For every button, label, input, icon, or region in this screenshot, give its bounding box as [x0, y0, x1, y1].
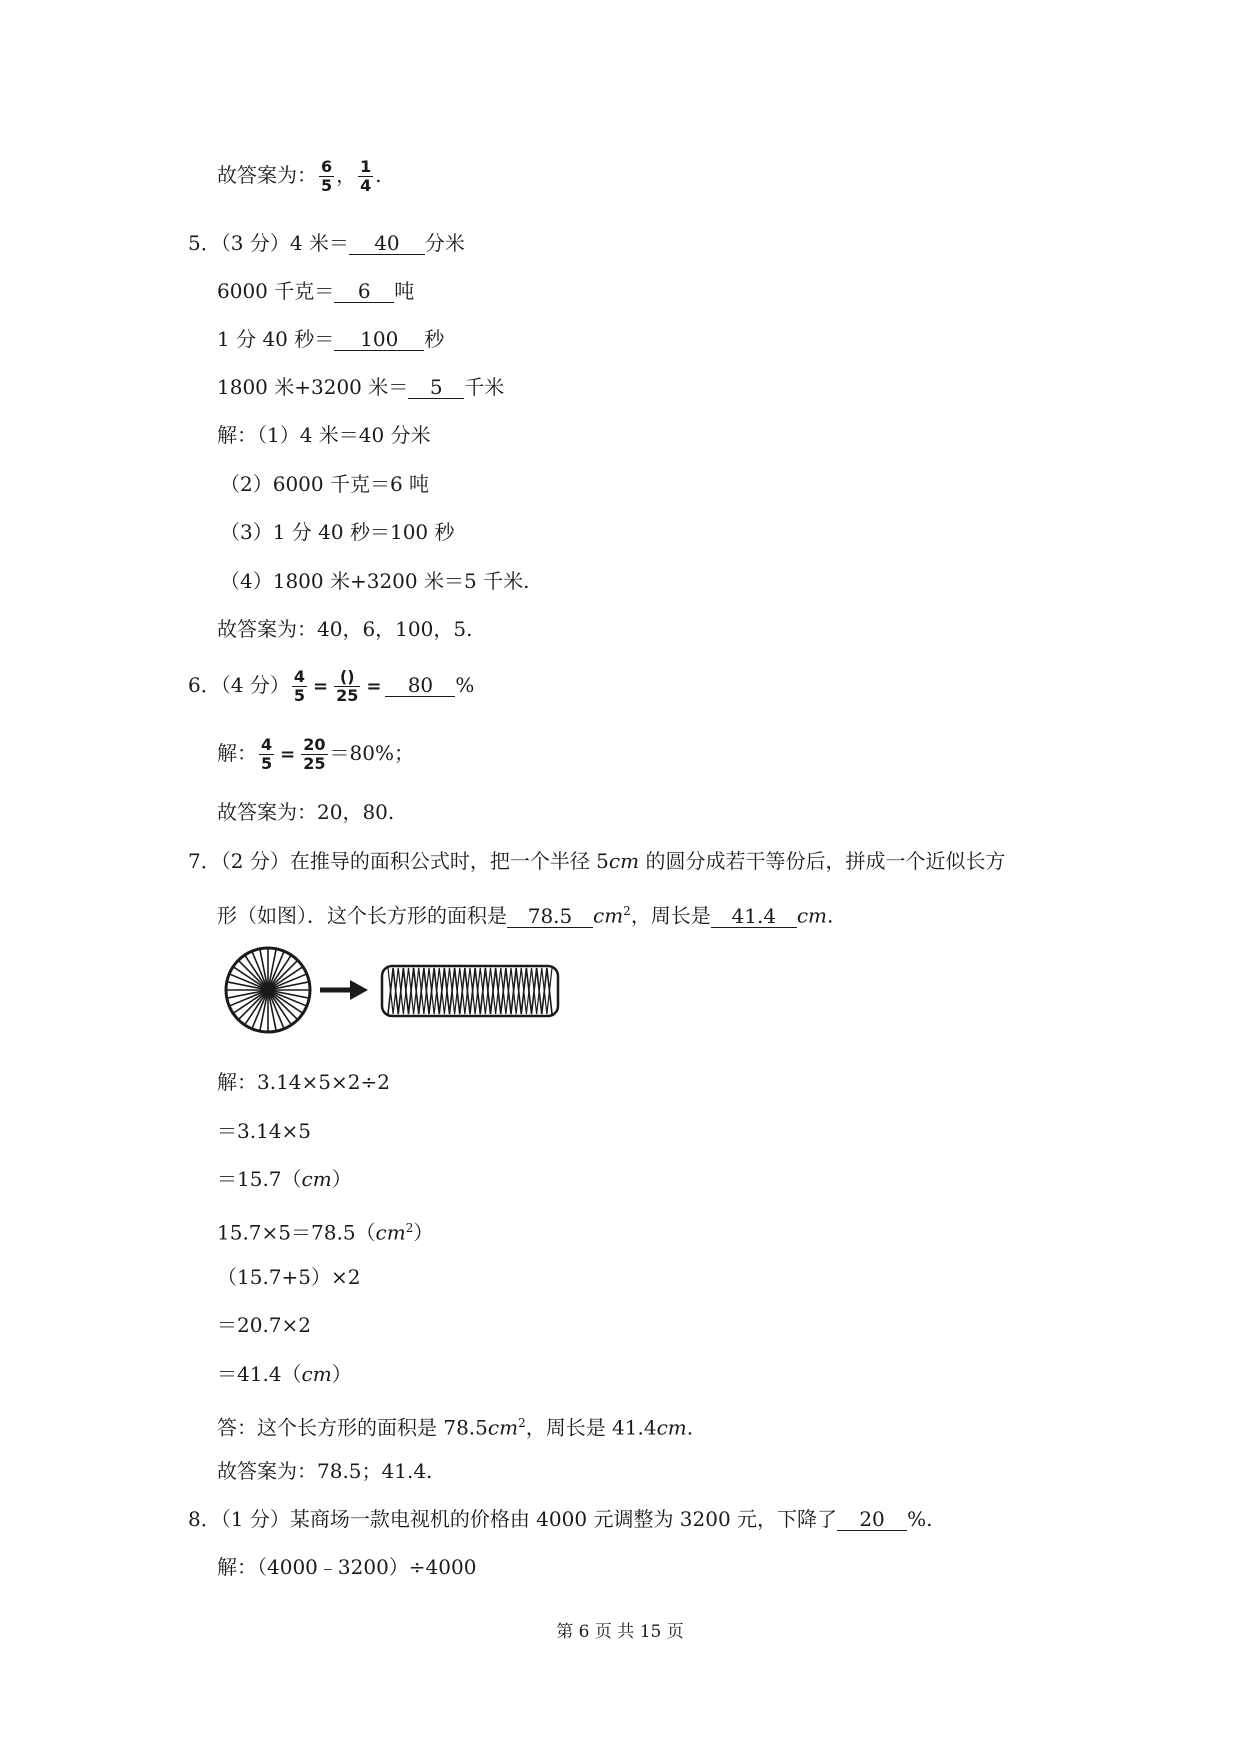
answer-blank: 100: [334, 328, 424, 351]
question-number: 6．: [188, 673, 221, 697]
q7-solution-3: ＝15.7（cm）: [217, 1167, 352, 1191]
answer-blank: 78.5: [507, 905, 593, 928]
page-footer: 第 6 页 共 15 页: [556, 1622, 684, 1642]
approximate-rectangle: [382, 966, 558, 1016]
equals-sign: =: [312, 675, 329, 697]
q6-solution: 解： $\frac{4}{5}$ = $\frac{20}{25}$ ＝80%；: [217, 735, 414, 773]
q7-solution-1: 解：3.14×5×2÷2: [217, 1070, 390, 1094]
arrow-icon: [320, 980, 368, 1000]
question-number: 5．: [188, 231, 221, 255]
q6-answer: 故答案为：20，80.: [217, 800, 395, 824]
question-number: 7．: [188, 849, 221, 873]
q7-text-1: 7．（2 分）在推导的面积公式时，把一个半径 5cm 的圆分成若干等份后，拼成一个近似长方: [188, 849, 1006, 873]
question-score: （2 分）: [220, 849, 290, 873]
fraction: $\frac{()}{25}$: [336, 667, 359, 705]
circle-center-dot: [263, 985, 273, 995]
q5-row-2: 6000 千克＝ 6 吨: [217, 279, 415, 303]
question-score: （4 分）: [220, 673, 290, 697]
answer-blank: 6: [334, 280, 394, 303]
prev-answer: [217, 158, 382, 195]
q7-text-2: 形（如图）．这个长方形的面积是 78.5 $cm^2$，周长是 41.4 cm.: [217, 903, 834, 928]
equals-sign: =: [280, 743, 296, 765]
question-score: （1 分）: [220, 1507, 290, 1531]
answer-blank: 5: [408, 376, 464, 399]
circle-to-rectangle-figure: [222, 940, 562, 1040]
q5-solution-2: （2）6000 千克＝6 吨: [220, 472, 430, 496]
answer-blank: 40: [349, 232, 425, 255]
fraction: $\frac{6}{5}$: [321, 157, 333, 195]
fraction: $\frac{4}{5}$: [293, 667, 305, 705]
fraction: $\frac{20}{25}$: [303, 735, 326, 773]
q5-row-1: 5．（3 分）4 米＝ 40 分米: [188, 231, 465, 255]
q5-row-4: 1800 米+3200 米＝ 5 千米: [217, 375, 505, 399]
answer-blank: 41.4: [711, 905, 797, 928]
question-number: 8．: [188, 1507, 221, 1531]
period: .: [375, 163, 382, 187]
q5-answer: 故答案为：40，6，100，5.: [217, 617, 473, 641]
q5-solution-1: 解：（1）4 米＝40 分米: [217, 423, 431, 447]
q5-solution-3: （3）1 分 40 秒＝100 秒: [220, 520, 455, 544]
q7-solution-6: ＝20.7×2: [217, 1313, 312, 1337]
q7-answer: 故答案为：78.5；41.4.: [217, 1459, 433, 1483]
q7-solution-4: $15.7\times 5=78.5(cm^2)$: [217, 1220, 434, 1245]
q7-solution-8: 答：这个长方形的面积是 $78.5cm^2$，周长是 41.4cm.: [217, 1415, 694, 1440]
q8-solution: 解：（4000﹣3200）÷4000: [217, 1555, 477, 1579]
answer-prefix: 故答案为：: [217, 163, 317, 187]
q5-row-3: 1 分 40 秒＝ 100 秒: [217, 327, 445, 351]
question-score: （3 分）: [220, 231, 290, 255]
answer-blank: 80: [385, 674, 455, 697]
q7-solution-2: ＝3.14×5: [217, 1119, 312, 1143]
q6-row: 6．（4 分） $\frac{4}{5}$ = $\frac{()}{25}$ = 80 %: [188, 667, 475, 705]
answer-blank: 20: [837, 1508, 907, 1531]
sectioned-circle: [226, 948, 310, 1032]
fraction: $\frac{4}{5}$: [261, 735, 273, 773]
fraction: $\frac{1}{4}$: [360, 157, 372, 195]
q7-solution-5: （15.7+5）×2: [217, 1265, 361, 1289]
equals-sign: =: [366, 675, 382, 697]
q7-solution-7: ＝41.4（cm）: [217, 1362, 352, 1386]
q8-text: 8．（1 分）某商场一款电视机的价格由 4000 元调整为 3200 元，下降了 20 %.: [188, 1507, 933, 1531]
q5-solution-4: （4）1800 米+3200 米＝5 千米.: [220, 569, 530, 593]
separator: ，: [336, 163, 357, 187]
